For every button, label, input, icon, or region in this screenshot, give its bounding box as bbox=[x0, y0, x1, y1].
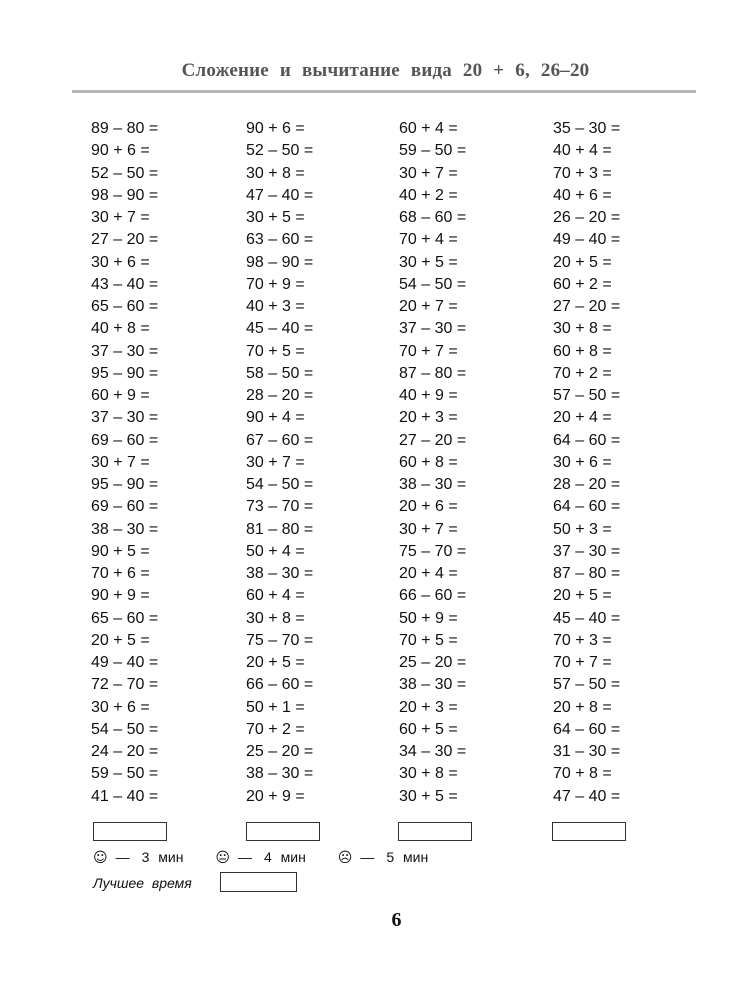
exercise-item: 87 – 80 = bbox=[553, 565, 621, 582]
time-box-column-3[interactable] bbox=[398, 822, 472, 841]
exercise-item: 40 + 8 = bbox=[91, 320, 150, 338]
exercise-item: 30 + 5 = bbox=[246, 209, 305, 226]
exercise-item: 64 – 60 = bbox=[553, 720, 621, 738]
exercise-item: 73 – 70 = bbox=[246, 498, 314, 516]
exercise-item: 45 – 40 = bbox=[246, 320, 314, 338]
exercise-item: 54 – 50 = bbox=[399, 275, 467, 293]
exercise-item: 70 + 5 = bbox=[246, 342, 305, 360]
exercise-item: 90 + 6 = bbox=[246, 120, 305, 137]
exercise-item: 31 – 30 = bbox=[553, 743, 621, 760]
exercise-column-4 bbox=[553, 118, 703, 808]
exercise-column-2 bbox=[246, 118, 396, 808]
exercise-item: 60 + 8 = bbox=[553, 342, 612, 360]
exercise-item: 87 – 80 = bbox=[399, 364, 467, 382]
smile-face-icon: ☺ bbox=[93, 850, 108, 866]
legend-item-5-min bbox=[338, 849, 428, 866]
exercise-item: 59 – 50 = bbox=[399, 142, 467, 160]
exercise-item: 35 – 30 = bbox=[553, 120, 621, 137]
legend-item-3-min bbox=[93, 849, 183, 866]
page-title: Сложение и вычитание вида 20 + 6, 26–20 bbox=[181, 60, 590, 81]
exercise-item: 50 + 9 = bbox=[399, 609, 458, 627]
exercise-item: 57 – 50 = bbox=[553, 387, 621, 404]
exercise-item: 38 – 30 = bbox=[246, 765, 314, 783]
exercise-item: 20 + 8 = bbox=[553, 698, 612, 716]
exercise-column-1 bbox=[91, 118, 241, 808]
exercise-item: 38 – 30 = bbox=[399, 676, 467, 694]
exercise-item: 40 + 3 = bbox=[246, 298, 305, 315]
exercise-item: 70 + 6 = bbox=[91, 565, 150, 582]
exercise-item: 41 – 40 = bbox=[91, 787, 159, 805]
exercise-item: 69 – 60 = bbox=[91, 431, 159, 449]
exercise-item: 30 + 8 = bbox=[246, 609, 305, 627]
exercise-item: 30 + 7 = bbox=[399, 164, 458, 182]
exercise-item: 70 + 4 = bbox=[399, 231, 458, 249]
exercise-item: 30 + 6 = bbox=[91, 253, 150, 271]
neutral-face-icon: 😐 bbox=[215, 850, 230, 866]
exercise-item: 68 – 60 = bbox=[399, 209, 467, 226]
exercise-item: 54 – 50 = bbox=[91, 720, 159, 738]
time-box-column-4[interactable] bbox=[552, 822, 626, 841]
exercise-item: 90 + 5 = bbox=[91, 542, 150, 560]
exercise-item: 81 – 80 = bbox=[246, 520, 314, 538]
legend-time: 4 мин bbox=[263, 849, 306, 865]
exercise-item: 65 – 60 = bbox=[91, 298, 159, 315]
exercise-item: 75 – 70 = bbox=[399, 542, 467, 560]
exercise-item: 26 – 20 = bbox=[553, 209, 621, 226]
exercise-item: 25 – 20 = bbox=[399, 654, 467, 671]
legend-item-4-min bbox=[215, 849, 305, 866]
exercise-item: 30 + 5 = bbox=[399, 787, 458, 805]
legend-time: 5 мин bbox=[386, 849, 429, 865]
exercise-item: 60 + 4 = bbox=[246, 587, 305, 605]
exercise-item: 27 – 20 = bbox=[399, 431, 467, 449]
exercise-item: 38 – 30 = bbox=[399, 476, 467, 493]
exercise-item: 30 + 7 = bbox=[91, 209, 150, 226]
sad-face-icon: ☹ bbox=[337, 850, 353, 866]
legend-dash: — bbox=[360, 849, 375, 865]
exercise-item: 20 + 3 = bbox=[399, 409, 458, 427]
exercise-item: 40 + 9 = bbox=[399, 387, 458, 404]
exercise-item: 45 – 40 = bbox=[553, 609, 621, 627]
exercise-item: 37 – 30 = bbox=[91, 409, 159, 427]
exercise-item: 20 + 7 = bbox=[399, 298, 458, 315]
exercise-item: 28 – 20 = bbox=[553, 476, 621, 493]
exercise-item: 52 – 50 = bbox=[246, 142, 314, 160]
exercise-item: 95 – 90 = bbox=[91, 364, 159, 382]
exercise-column-3 bbox=[399, 118, 549, 808]
time-legend bbox=[93, 849, 456, 866]
exercise-item: 90 + 9 = bbox=[91, 587, 150, 605]
exercise-item: 20 + 4 = bbox=[553, 409, 612, 427]
exercise-item: 34 – 30 = bbox=[399, 743, 467, 760]
exercise-item: 37 – 30 = bbox=[399, 320, 467, 338]
exercise-item: 38 – 30 = bbox=[246, 565, 314, 582]
exercise-item: 20 + 5 = bbox=[553, 587, 612, 605]
exercise-item: 67 – 60 = bbox=[246, 431, 314, 449]
exercise-item: 43 – 40 = bbox=[91, 275, 159, 293]
exercise-item: 70 + 5 = bbox=[399, 631, 458, 649]
legend-dash: — bbox=[115, 849, 130, 865]
exercise-item: 60 + 9 = bbox=[91, 387, 150, 404]
exercise-item: 27 – 20 = bbox=[91, 231, 159, 249]
page-header bbox=[0, 60, 741, 82]
exercise-item: 40 + 4 = bbox=[553, 142, 612, 160]
exercise-item: 30 + 5 = bbox=[399, 253, 458, 271]
exercise-item: 70 + 8 = bbox=[553, 765, 612, 783]
exercise-item: 72 – 70 = bbox=[91, 676, 159, 694]
exercise-item: 30 + 7 = bbox=[91, 453, 150, 471]
exercise-item: 50 + 3 = bbox=[553, 520, 612, 538]
best-time-label: Лучшее время bbox=[93, 875, 192, 891]
exercise-item: 98 – 90 = bbox=[91, 186, 159, 204]
exercise-item: 20 + 5 = bbox=[91, 631, 150, 649]
exercise-item: 37 – 30 = bbox=[91, 342, 159, 360]
exercise-item: 75 – 70 = bbox=[246, 631, 314, 649]
exercise-item: 60 + 5 = bbox=[399, 720, 458, 738]
exercise-item: 20 + 3 = bbox=[399, 698, 458, 716]
exercise-item: 27 – 20 = bbox=[553, 298, 621, 315]
exercise-item: 49 – 40 = bbox=[553, 231, 621, 249]
exercise-item: 57 – 50 = bbox=[553, 676, 621, 694]
exercise-item: 54 – 50 = bbox=[246, 476, 314, 493]
exercise-item: 40 + 2 = bbox=[399, 186, 458, 204]
exercise-item: 70 + 2 = bbox=[553, 364, 612, 382]
exercise-item: 95 – 90 = bbox=[91, 476, 159, 493]
time-box-column-1[interactable] bbox=[93, 822, 167, 841]
exercise-item: 30 + 8 = bbox=[399, 765, 458, 783]
exercise-item: 64 – 60 = bbox=[553, 431, 621, 449]
exercise-item: 30 + 6 = bbox=[91, 698, 150, 716]
header-rule bbox=[72, 90, 696, 93]
exercise-item: 20 + 5 = bbox=[246, 654, 305, 671]
exercise-item: 70 + 7 = bbox=[553, 654, 612, 671]
exercise-item: 20 + 5 = bbox=[553, 253, 612, 271]
best-time-box[interactable] bbox=[220, 872, 297, 892]
exercise-item: 28 – 20 = bbox=[246, 387, 314, 404]
exercise-item: 49 – 40 = bbox=[91, 654, 159, 671]
exercise-item: 38 – 30 = bbox=[91, 520, 159, 538]
exercise-item: 20 + 9 = bbox=[246, 787, 305, 805]
exercise-item: 90 + 6 = bbox=[91, 142, 150, 160]
exercise-item: 52 – 50 = bbox=[91, 164, 159, 182]
exercise-item: 66 – 60 = bbox=[246, 676, 314, 694]
exercise-item: 60 + 4 = bbox=[399, 120, 458, 137]
exercise-item: 30 + 7 = bbox=[246, 453, 305, 471]
exercise-item: 60 + 2 = bbox=[553, 275, 612, 293]
exercise-item: 47 – 40 = bbox=[553, 787, 621, 805]
exercise-item: 69 – 60 = bbox=[91, 498, 159, 516]
page-number: 6 bbox=[391, 909, 402, 931]
exercise-item: 70 + 2 = bbox=[246, 720, 305, 738]
exercise-item: 30 + 6 = bbox=[553, 453, 612, 471]
exercise-item: 37 – 30 = bbox=[553, 542, 621, 560]
exercise-item: 24 – 20 = bbox=[91, 743, 159, 760]
exercise-item: 58 – 50 = bbox=[246, 364, 314, 382]
exercise-item: 20 + 4 = bbox=[399, 565, 458, 582]
exercise-item: 30 + 8 = bbox=[553, 320, 612, 338]
exercise-item: 50 + 1 = bbox=[246, 698, 305, 716]
exercise-item: 98 – 90 = bbox=[246, 253, 314, 271]
exercise-item: 70 + 7 = bbox=[399, 342, 458, 360]
exercise-item: 50 + 4 = bbox=[246, 542, 305, 560]
exercise-item: 63 – 60 = bbox=[246, 231, 314, 249]
exercise-item: 64 – 60 = bbox=[553, 498, 621, 516]
exercise-item: 70 + 3 = bbox=[553, 631, 612, 649]
exercise-item: 20 + 6 = bbox=[399, 498, 458, 516]
exercise-item: 30 + 8 = bbox=[246, 164, 305, 182]
exercise-item: 60 + 8 = bbox=[399, 453, 458, 471]
exercise-item: 70 + 3 = bbox=[553, 164, 612, 182]
exercise-item: 59 – 50 = bbox=[91, 765, 159, 783]
exercise-item: 89 – 80 = bbox=[91, 120, 159, 137]
exercise-item: 30 + 7 = bbox=[399, 520, 458, 538]
exercise-item: 90 + 4 = bbox=[246, 409, 305, 427]
exercise-item: 65 – 60 = bbox=[91, 609, 159, 627]
exercise-item: 47 – 40 = bbox=[246, 186, 314, 204]
legend-dash: — bbox=[237, 849, 252, 865]
legend-time: 3 мин bbox=[141, 849, 184, 865]
exercise-item: 66 – 60 = bbox=[399, 587, 467, 605]
exercise-item: 70 + 9 = bbox=[246, 275, 305, 293]
exercise-item: 40 + 6 = bbox=[553, 186, 612, 204]
time-box-column-2[interactable] bbox=[246, 822, 320, 841]
exercise-item: 25 – 20 = bbox=[246, 743, 314, 760]
